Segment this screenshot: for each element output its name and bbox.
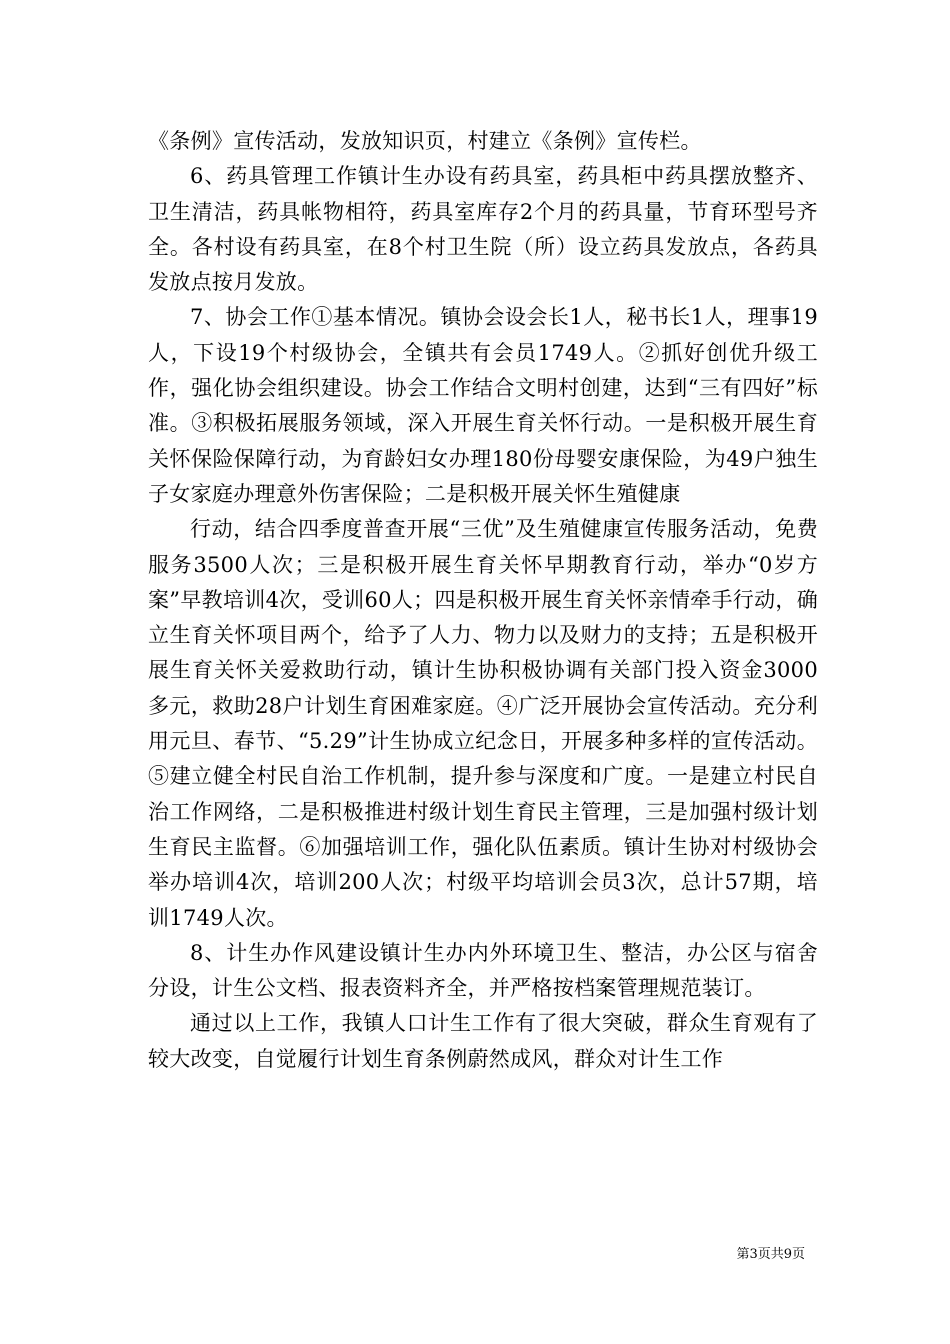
document-body — [148, 124, 818, 1077]
paragraph-2: 6、药具管理工作镇计生办设有药具室，药具柜中药具摆放整齐、卫生清洁，药具帐物相符，药具室库存2个月的药具量，节育环型号齐全。各村设有药具室，在8个村卫生院（所）设立药具发放点，各药具发放点按月发放。 — [148, 164, 818, 295]
paragraph-6: 通过以上工作，我镇人口计生工作有了很大突破，群众生育观有了较大改变，自觉履行计划生育条例蔚然成风，群众对计生工作 — [148, 1011, 818, 1071]
paragraph-3: 7、协会工作①基本情况。镇协会设会长1人，秘书长1人，理事19人，下设19个村级协会，全镇共有会员1749人。②抓好创优升级工作，强化协会组织建设。协会工作结合文明村创建，达到“三有四好”标准。③积极拓展服务领域，深入开展生育关怀行动。一是积极开展生育关怀保险保障行动，为育龄妇女办理180份母婴安康保险，为49户独生子女家庭办理意外伤害保险；二是积极开展关怀生殖健康 — [148, 305, 818, 506]
paragraph-4: 行动，结合四季度普查开展“三优”及生殖健康宣传服务活动，免费服务3500人次；三是积极开展生育关怀早期教育行动，举办“0岁方案”早教培训4次，受训60人；四是积极开展生育关怀亲情牵手行动，确立生育关怀项目两个，给予了人力、物力以及财力的支持；五是积极开展生育关怀关爱救助行动，镇计生协积极协调有关部门投入资金3000多元，救助28户计划生育困难家庭。④广泛开展协会宣传活动。充分利用元旦、春节、“5.29”计生协成立纪念日，开展多种多样的宣传活动。⑤建立健全村民自治工作机制，提升参与深度和广度。一是建立村民自治工作网络，二是积极推进村级计划生育民主管理，三是加强村级计划生育民主监督。⑥加强培训工作，强化队伍素质。镇计生协对村级协会举办培训4次，培训200人次；村级平均培训会员3次，总计57期，培训1749人次。 — [148, 517, 818, 930]
page-number: 第3页共9页 — [736, 1247, 805, 1262]
paragraph-1: 《条例》宣传活动，发放知识页，村建立《条例》宣传栏。 — [148, 129, 702, 153]
paragraph-5: 8、计生办作风建设镇计生办内外环境卫生、整洁，办公区与宿舍分设，计生公文档、报表资料齐全，并严格按档案管理规范装订。 — [148, 940, 818, 1001]
